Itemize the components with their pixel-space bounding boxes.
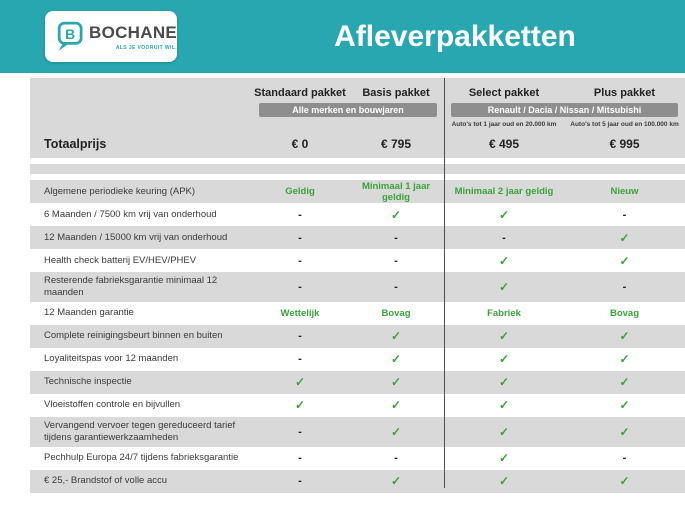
price-basis: € 795 [380, 136, 412, 151]
check-icon: ✓ [498, 207, 510, 222]
column-header-plus: Plus pakket [593, 87, 656, 99]
feature-row [30, 447, 685, 470]
feature-row [30, 226, 685, 249]
total-price-label: Totaalprijs [44, 136, 107, 151]
page-header [0, 0, 685, 73]
feature-label: Technische inspectie [44, 376, 132, 388]
check-icon: ✓ [619, 230, 630, 245]
badge-row [30, 102, 685, 118]
feature-label: Algemene periodieke keuring (APK) [44, 185, 196, 197]
feature-label: Resterende fabrieksgarantie minimaal 12 maanden [44, 275, 218, 298]
check-icon: ✓ [294, 375, 306, 390]
feature-value: Minimaal 2 jaar geldig [454, 186, 554, 197]
feature-value: Bovag [381, 307, 411, 319]
check-icon: ✓ [498, 253, 510, 268]
dash-mark: - [298, 452, 302, 464]
feature-row [30, 302, 685, 325]
brand-logo [45, 11, 177, 62]
feature-value: Geldig [285, 186, 315, 197]
feature-row [30, 371, 685, 394]
price-plus: € 995 [609, 136, 640, 151]
feature-label: 6 Maanden / 7500 km vrij van onderhoud [44, 208, 217, 220]
check-icon: ✓ [498, 279, 510, 294]
feature-label: Loyaliteitspas voor 12 maanden [44, 353, 179, 365]
check-icon: ✓ [390, 352, 402, 367]
check-icon: ✓ [390, 398, 402, 413]
page-title: Afleverpakketten [334, 19, 576, 53]
dash-mark: - [298, 231, 302, 244]
feature-row [30, 180, 685, 203]
check-icon: ✓ [619, 329, 630, 344]
bochane-icon [54, 20, 84, 54]
feature-row [30, 417, 685, 447]
feature-rows [30, 180, 685, 493]
check-icon: ✓ [619, 398, 630, 413]
feature-label: Vervangend vervoer tegen gereduceerd tarief tijdens garantiewerkzaamheden [44, 419, 236, 443]
check-icon: ✓ [294, 398, 306, 413]
feature-row [30, 325, 685, 348]
column-header-basis: Basis pakket [362, 87, 430, 99]
dash-mark: - [298, 208, 302, 221]
dash-mark: - [298, 280, 302, 293]
check-icon: ✓ [619, 424, 630, 439]
check-icon: ✓ [390, 474, 402, 488]
total-price-row [30, 131, 685, 158]
subnote-select: Auto's tot 1 jaar oud en 20.000 km [451, 121, 557, 128]
column-header-row [30, 78, 685, 102]
dash-mark: - [298, 330, 302, 343]
check-icon: ✓ [390, 207, 402, 222]
feature-label: € 25,- Brandstof of volle accu [44, 475, 168, 487]
feature-label: Vloeistoffen controle en bijvullen [44, 399, 181, 411]
empty-shaded-row [30, 164, 685, 174]
subnote-plus: Auto's tot 5 jaar oud en 100.000 km [570, 121, 679, 128]
feature-row [30, 348, 685, 371]
badge-all-brands: Alle merken en bouwjaren [259, 103, 437, 117]
check-icon: ✓ [390, 329, 402, 344]
check-icon: ✓ [498, 424, 510, 439]
dash-mark: - [298, 475, 302, 487]
check-icon: ✓ [619, 352, 630, 367]
brand-name: BOCHANE [89, 22, 178, 42]
feature-value: Fabriek [487, 307, 521, 319]
check-icon: ✓ [390, 424, 402, 439]
check-icon: ✓ [498, 398, 510, 413]
table-header-band [30, 78, 685, 158]
feature-value: Minimaal 1 jaar geldig [361, 180, 431, 203]
feature-row [30, 272, 685, 302]
package-table [30, 78, 685, 493]
dash-mark: - [622, 208, 627, 221]
dash-mark: - [394, 231, 398, 244]
check-icon: ✓ [619, 474, 630, 488]
check-icon: ✓ [498, 375, 510, 390]
check-icon: ✓ [498, 451, 510, 465]
subnote-row [30, 118, 685, 131]
brand-tagline: ALS JE VOORUIT WIL. [115, 44, 178, 51]
badge-brands: Renault / Dacia / Nissan / Mitsubishi [451, 103, 678, 117]
check-icon: ✓ [498, 329, 510, 344]
check-icon: ✓ [390, 375, 402, 390]
dash-mark: - [502, 231, 506, 244]
dash-mark: - [298, 254, 302, 267]
feature-label: Health check batterij EV/HEV/PHEV [44, 254, 197, 266]
feature-value: Wettelijk [280, 307, 320, 319]
check-icon: ✓ [498, 352, 510, 367]
check-icon: ✓ [619, 253, 630, 268]
feature-row [30, 394, 685, 417]
feature-label: Complete reinigingsbeurt binnen en buiten [44, 330, 223, 342]
price-select: € 495 [488, 136, 520, 151]
dash-mark: - [394, 452, 398, 464]
column-divider-line [444, 78, 445, 488]
feature-value: Nieuw [610, 186, 639, 197]
dash-mark: - [298, 425, 302, 438]
price-standaard: € 0 [291, 136, 309, 151]
column-header-select: Select pakket [468, 87, 540, 99]
check-icon: ✓ [498, 474, 510, 488]
feature-label: 12 Maanden garantie [44, 307, 134, 319]
dash-mark: - [622, 452, 627, 464]
brand-text [89, 23, 177, 51]
check-icon: ✓ [619, 375, 630, 390]
feature-label: Pechhulp Europa 24/7 tijdens fabrieksgarantie [44, 452, 239, 464]
dash-mark: - [394, 280, 398, 293]
svg-text:B: B [65, 25, 76, 42]
dash-mark: - [622, 280, 627, 293]
feature-row [30, 249, 685, 272]
feature-row [30, 470, 685, 493]
dash-mark: - [298, 353, 302, 366]
dash-mark: - [394, 254, 398, 267]
feature-label: 12 Maanden / 15000 km vrij van onderhoud [44, 231, 228, 243]
feature-row [30, 203, 685, 226]
column-header-standaard: Standaard pakket [254, 87, 346, 99]
feature-value: Bovag [609, 307, 640, 319]
